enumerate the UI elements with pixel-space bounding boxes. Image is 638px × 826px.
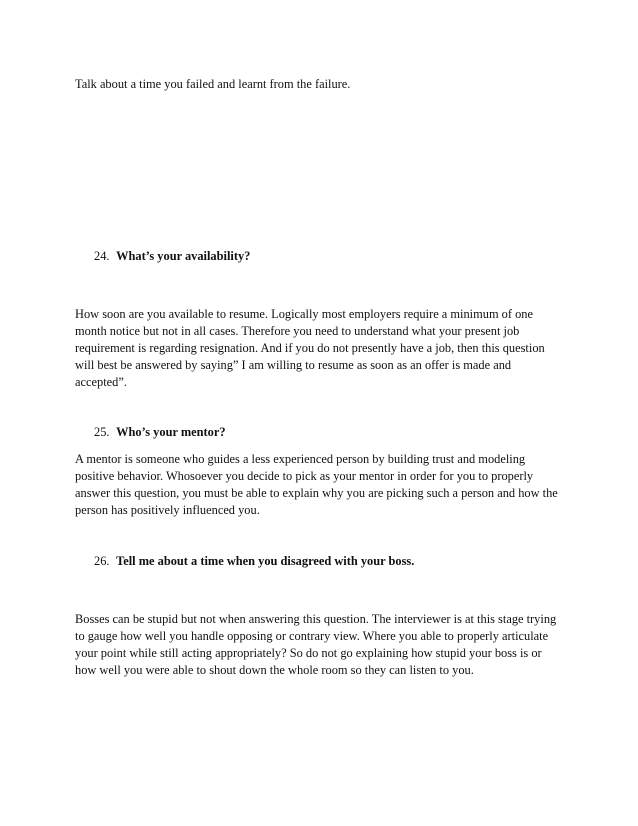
section-body-24 [75, 306, 575, 391]
section-number: 26. [94, 554, 110, 568]
body-line: Bosses can be stupid but not when answering this question. The interviewer is at this stage trying [75, 612, 557, 626]
body-line: accepted”. [75, 375, 127, 389]
section-heading-24 [94, 248, 250, 265]
section-body-25 [75, 451, 575, 519]
section-number: 24. [94, 249, 110, 263]
section-number: 25. [94, 425, 110, 439]
body-line: answer this question, you must be able to explain why you are picking such a person and how the [75, 486, 558, 500]
body-line: person has positively influenced you. [75, 503, 260, 517]
body-line: will best be answered by saying” I am willing to resume as soon as an offer is made and [75, 358, 512, 372]
body-line: your point while still acting appropriately? So do not go explaining how stupid your boss is or [75, 646, 542, 660]
body-line: positive behavior. Whosoever you decide to pick as your mentor in order for you to properly [75, 469, 534, 483]
section-title: Who’s your mentor? [116, 425, 226, 439]
body-line: requirement is regarding resignation. And if you do not presently have a job, then this question [75, 341, 545, 355]
section-heading-25 [94, 424, 226, 441]
intro-line: Talk about a time you failed and learnt from the failure. [75, 77, 351, 91]
intro-question [75, 76, 575, 93]
body-line: A mentor is someone who guides a less experienced person by building trust and modeling [75, 452, 526, 466]
body-line: how well you were able to shout down the whole room so they can listen to you. [75, 663, 474, 677]
section-heading-26 [94, 553, 414, 570]
body-line: How soon are you available to resume. Logically most employers require a minimum of one [75, 307, 533, 321]
body-line: month notice but not in all cases. Therefore you need to understand what your present job [75, 324, 520, 338]
section-title: Tell me about a time when you disagreed with your boss. [116, 554, 415, 568]
section-body-26 [75, 611, 575, 679]
section-title: What’s your availability? [116, 249, 251, 263]
body-line: to gauge how well you handle opposing or contrary view. Where you able to properly articulate [75, 629, 549, 643]
